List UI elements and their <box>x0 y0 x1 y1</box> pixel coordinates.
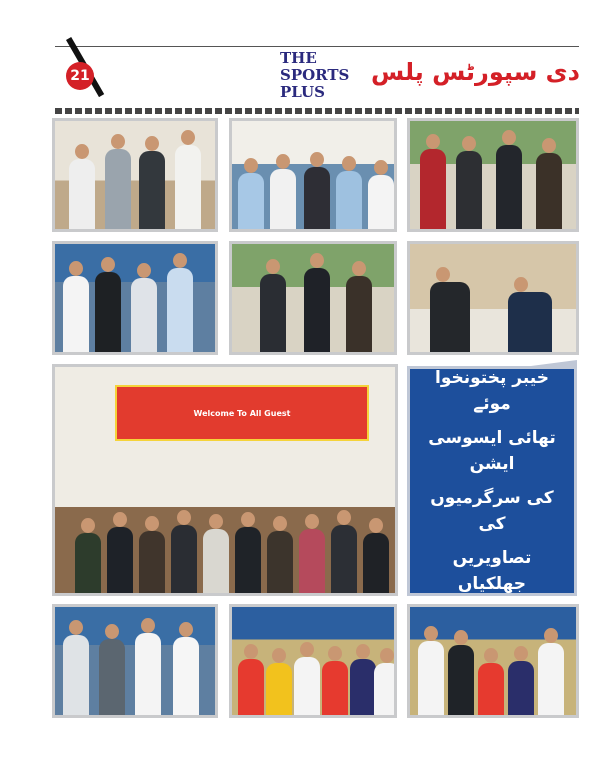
person-figure <box>270 169 296 229</box>
person-figure <box>175 145 201 229</box>
photo-scene <box>55 244 215 352</box>
person-figure <box>95 272 121 352</box>
person-figure <box>336 171 362 229</box>
person-figure <box>363 533 389 593</box>
person-figure <box>131 278 157 352</box>
person-figure <box>346 276 372 352</box>
person-figure <box>235 527 261 593</box>
person-figure <box>105 149 131 229</box>
person-figure <box>203 529 229 593</box>
person-figure <box>322 661 348 715</box>
photo-scene <box>232 244 394 352</box>
brand-en-line: THE <box>280 49 317 67</box>
person-figure <box>299 529 325 593</box>
person-figure <box>374 663 397 715</box>
dashed-rule <box>55 108 579 114</box>
photo-scene <box>232 607 394 715</box>
brand-en-line: SPORTS <box>280 66 350 84</box>
person-figure <box>107 527 133 593</box>
person-figure <box>304 268 330 352</box>
person-figure <box>139 531 165 593</box>
photo-team-gym <box>407 604 579 718</box>
top-rule <box>55 46 579 47</box>
person-figure <box>304 167 330 229</box>
person-figure <box>430 282 470 352</box>
brand-english <box>280 50 360 101</box>
photo-three-officials <box>229 241 397 355</box>
photo-athletes-trophies <box>229 604 397 718</box>
person-figure <box>238 659 264 715</box>
photo-scene <box>410 244 576 352</box>
photo-scene <box>232 121 394 229</box>
photo-scene <box>410 607 576 715</box>
person-figure <box>75 533 101 593</box>
caption-line: تصاویریں جھلکیاں <box>452 548 532 594</box>
person-figure <box>63 276 89 352</box>
person-figure <box>350 659 376 715</box>
welcome-banner: Welcome To All Guest <box>115 385 369 441</box>
caption-line: خیبر پختونخوا موئے <box>435 368 549 414</box>
person-figure <box>294 657 320 715</box>
person-figure <box>69 159 95 229</box>
caption-line: تھائی ایسوسی ایشن <box>428 428 556 474</box>
person-figure <box>368 175 394 229</box>
person-figure <box>508 292 552 352</box>
person-figure <box>173 637 199 715</box>
person-figure <box>167 268 193 352</box>
person-figure <box>456 151 482 229</box>
person-figure <box>448 645 474 715</box>
photo-signing <box>407 241 579 355</box>
person-figure <box>538 643 564 715</box>
person-figure <box>536 153 562 229</box>
photo-shield-award <box>52 241 218 355</box>
photo-group-outdoor <box>407 118 579 232</box>
photo-large-group <box>52 364 398 596</box>
page-number-badge: 21 <box>66 62 94 90</box>
person-figure <box>496 145 522 229</box>
person-figure <box>267 531 293 593</box>
person-figure <box>63 635 89 715</box>
photo-scene <box>55 367 395 593</box>
person-figure <box>238 173 264 229</box>
photo-award-presentation <box>52 118 218 232</box>
caption-box <box>407 366 577 596</box>
photo-seated-guests <box>229 118 397 232</box>
person-figure <box>418 641 444 715</box>
photo-scene <box>410 121 576 229</box>
photo-scene <box>55 607 215 715</box>
person-figure <box>331 525 357 593</box>
person-figure <box>478 663 504 715</box>
person-figure <box>266 663 292 715</box>
brand-urdu: دی سپورٹس پلس <box>371 58 580 86</box>
person-figure <box>99 639 125 715</box>
person-figure <box>260 274 286 352</box>
person-figure <box>139 151 165 229</box>
brand-en-line: PLUS <box>280 83 325 101</box>
person-figure <box>171 525 197 593</box>
person-figure <box>420 149 446 229</box>
photo-scene <box>55 121 215 229</box>
caption-line: کی سرگرمیوں کی <box>430 488 554 534</box>
photo-trophy-handover <box>52 604 218 718</box>
person-figure <box>135 633 161 715</box>
person-figure <box>508 661 534 715</box>
